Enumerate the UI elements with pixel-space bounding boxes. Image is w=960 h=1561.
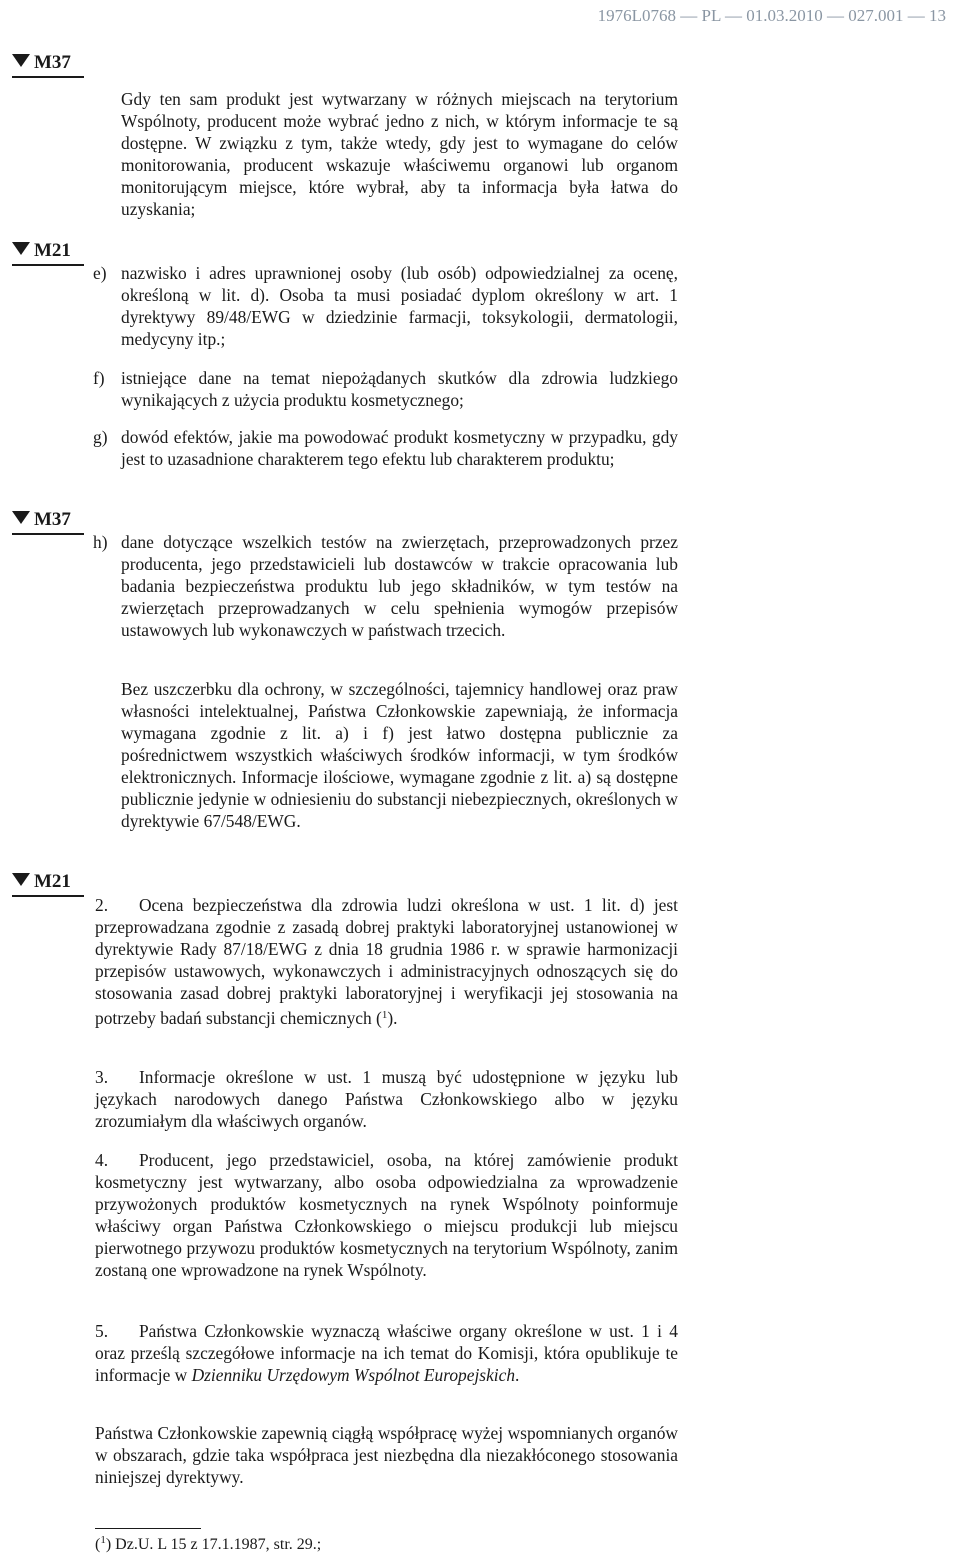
item-letter: g): [93, 427, 108, 447]
paragraph-number: 3.: [95, 1067, 109, 1087]
paragraph-text: Producent, jego przedstawiciel, osoba, na której zamówienie produkt kosmetyczny jest wytwarzany, albo osoba odpowiedzialna za wprowadzenie przywożonych produktów kosmetycznych na rynek Wspólnoty poinformuje właściwy organ Państwa Członkowskiego o miejscu produkcji lub miejscu pierwotnego przywozu produktów kosmetycznych na terytorium Wspólnoty, zanim zostaną one wprowadzone na rynek Wspólnoty.: [95, 1150, 678, 1280]
marker-rule: [12, 895, 84, 897]
footnote: ($^1$) Dz.U. L 15 z 17.1.1987, str. 29.;: [95, 1534, 322, 1553]
amendment-marker: [12, 52, 84, 78]
item-letter: f): [93, 368, 105, 388]
numbered-paragraph: [95, 1066, 678, 1132]
paragraph-text: Informacje określone w ust. 1 muszą być udostępnione w języku lub językach narodowych danego Państwa Członkowskiego albo w języku zrozumiałym dla właściwych organów.: [95, 1067, 678, 1131]
triangle-down-icon: [12, 54, 30, 67]
amendment-label: M21: [34, 240, 71, 261]
item-text: dowód efektów, jakie ma powodować produkt kosmetyczny w przypadku, gdy jest to uzasadnione charakterem tego efektu lub charakterem produktu;: [121, 427, 678, 469]
amendment-label: M37: [34, 52, 71, 73]
paragraph-number: 4.: [95, 1150, 109, 1170]
footnote-divider: [95, 1528, 201, 1529]
amendment-marker: [12, 509, 84, 535]
amendment-label: M37: [34, 509, 71, 530]
amendment-label: M21: [34, 871, 71, 892]
item-letter: e): [93, 263, 107, 283]
marker-rule: [12, 533, 84, 535]
footnote-mark: 1: [100, 1534, 106, 1546]
paragraph-number: 5.: [95, 1321, 109, 1341]
paragraph-text-end: .: [515, 1365, 520, 1385]
paragraph-text: Ocena bezpieczeństwa dla zdrowia ludzi określona w ust. 1 lit. d) jest przeprowadzana zgodnie z zasadą dobrej praktyki laboratoryjnej ustanowionej w dyrektywie Rady 87/18/EWG z dnia 18 grudnia 1986 r. w sprawie harmonizacji przepisów ustawowych, wykonawczych i administracyjnych odnoszących się do stosowania zasad dobrej praktyki laboratoryjnej i weryfikacji jej stosowania na potrzeby badań substancji chemicznych (: [95, 895, 678, 1028]
marker-rule: [12, 264, 84, 266]
footnote-text: Dz.U. L 15 z 17.1.1987, str. 29.;: [115, 1536, 322, 1553]
list-item: [93, 367, 678, 411]
list-item: [93, 531, 678, 641]
closing-paragraph: Państwa Członkowskie zapewnią ciągłą współpracę wyżej wspomnianych organów w obszarach, gdzie taka współpraca jest niezbędna dla niezakłóconego stosowania niniejszej dyrektywy.: [95, 1423, 678, 1487]
amendment-marker: [12, 871, 84, 897]
marker-rule: [12, 76, 84, 78]
numbered-paragraph: [95, 894, 678, 1029]
confidentiality-paragraph: Bez uszczerbku dla ochrony, w szczególności, tajemnicy handlowej oraz praw własności intelektualnej, Państwa Członkowskie zapewniają, że informacja wymagana zgodnie z lit. a) i f) jest łatwo dostępna publicznie za pośrednictwem wszystkich właściwych środków informacji, w tym środków elektronicznych. Informacje ilościowe, wymagane zgodnie z lit. a) są dostępne publicznie jedynie w odniesieniu do substancji niebezpiecznych, określonych w dyrektywie 67/548/EWG.: [121, 679, 678, 831]
amendment-marker: [12, 240, 84, 266]
triangle-down-icon: [12, 511, 30, 524]
list-item: [93, 262, 678, 350]
triangle-down-icon: [12, 873, 30, 886]
item-text: dane dotyczące wszelkich testów na zwierzętach, przeprowadzonych przez producenta, jego przedstawicieli lub dostawców w trakcie opracowania lub badania bezpieczeństwa produktu lub jego składników, w tym testów na zwierzętach przeprowadzanych w celu spełnienia wymogów przepisów ustawowych lub wykonawczych w państwach trzecich.: [121, 532, 678, 640]
document-header: 1976L0768 — PL — 01.03.2010 — 027.001 — 13: [597, 6, 946, 25]
item-text: nazwisko i adres uprawnionej osoby (lub osób) odpowiedzialnej za ocenę, określoną w lit. d). Osoba ta musi posiadać dyplom określony w art. 1 dyrektywy 89/48/EWG w dziedzinie farmacji, toksykologii, dermatologii, medycyny itp.;: [121, 263, 678, 349]
numbered-paragraph: [95, 1320, 678, 1386]
journal-title: Dzienniku Urzędowym Wspólnot Europejskich: [191, 1365, 516, 1385]
item-letter: h): [93, 532, 108, 552]
paragraph-text-end: ).: [387, 1008, 398, 1028]
item-text: istniejące dane na temat niepożądanych skutków dla zdrowia ludzkiego wynikających z użycia produktu kosmetycznego;: [121, 368, 678, 410]
paragraph-number: 2.: [95, 895, 109, 915]
footnote-reference[interactable]: 1: [381, 1009, 388, 1021]
paragraph-text: Państwa Członkowskie wyznaczą właściwe organy określone w ust. 1 i 4 oraz prześlą szczegółowe informacje na ich temat do Komisji, która opublikuje te informacje w: [95, 1321, 678, 1385]
triangle-down-icon: [12, 242, 30, 255]
intro-paragraph: Gdy ten sam produkt jest wytwarzany w różnych miejscach na terytorium Wspólnoty, producent może wybrać jedno z nich, w którym informacje te są dostępne. W związku z tym, także wtedy, gdy jest to wymagane do celów monitorowania, producent wskazuje właściwemu organowi lub organom monitorującym miejsce, które wybrał, aby ta informacja była łatwa do uzyskania;: [121, 89, 678, 219]
list-item: [93, 426, 678, 470]
numbered-paragraph: [95, 1149, 678, 1281]
